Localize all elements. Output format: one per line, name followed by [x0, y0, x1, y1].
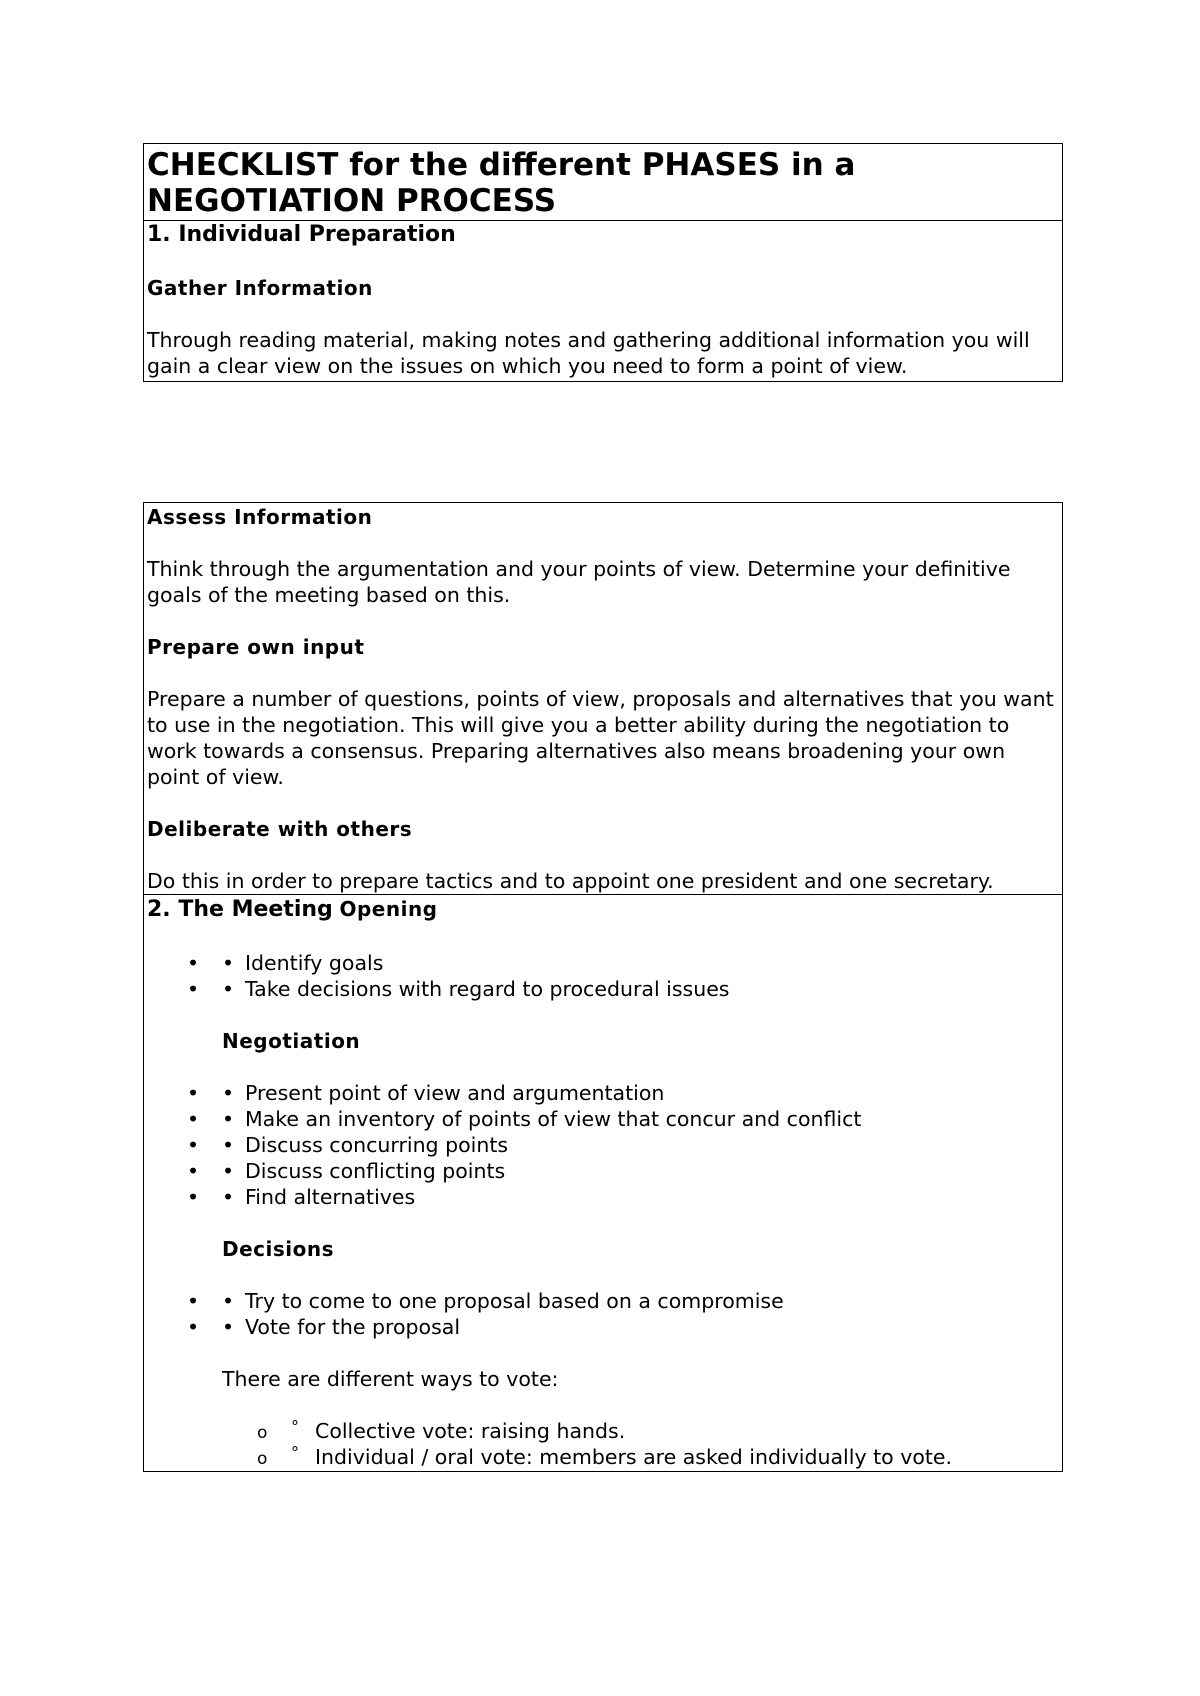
list-item: o ° Individual / oral vote: members are asked individually to vote. [257, 1443, 953, 1469]
checklist-intro-table [143, 143, 1063, 382]
individual-preparation-cell [144, 220, 1062, 381]
negotiation-heading: Negotiation [222, 1029, 361, 1053]
deliberate-heading: Deliberate with others [147, 817, 413, 841]
list-item: • • Find alternatives [187, 1185, 416, 1209]
prepare-input-heading: Prepare own input [147, 635, 365, 659]
gather-information-heading: Gather Information [147, 276, 373, 300]
list-item: • • Discuss concurring points [187, 1133, 509, 1157]
section-2-heading: 2. The Meeting [147, 897, 333, 922]
assess-information-heading: Assess Information [147, 505, 373, 529]
assess-prepare-cell [144, 503, 1062, 894]
vote-intro-text: There are different ways to vote: [222, 1367, 559, 1391]
list-item: • • Try to come to one proposal based on a compromise [187, 1289, 784, 1313]
list-item: o ° Collective vote: raising hands. [257, 1417, 626, 1443]
title-cell [144, 144, 1062, 220]
document-title: CHECKLIST for the different PHASES in a NEGOTIATION PROCESS [147, 147, 856, 219]
opening-heading: Opening [339, 897, 438, 921]
negotiation-list [147, 1080, 1059, 1210]
vote-methods-list [147, 1418, 1059, 1470]
list-item: • • Take decisions with regard to procedural issues [187, 977, 730, 1001]
list-item: • • Present point of view and argumentation [187, 1081, 665, 1105]
decisions-heading: Decisions [222, 1237, 335, 1261]
deliberate-text: Do this in order to prepare tactics and to appoint one president and one secretary. [147, 869, 994, 893]
list-item: • • Identify goals [187, 951, 384, 975]
checklist-main-table [143, 502, 1063, 1472]
decisions-list [147, 1288, 1059, 1340]
list-item: • • Make an inventory of points of view that concur and conflict [187, 1107, 862, 1131]
prepare-input-text: Prepare a number of questions, points of view, proposals and alternatives that you want to use in the negotiation. This will give you a better ability during the negotiation to work towards a consensus. Preparing alternatives also means broadening your own point of view. [147, 687, 1054, 789]
gather-information-text: Through reading material, making notes and gathering additional information you will gain a clear view on the issues on which you need to form a point of view. [147, 328, 1030, 378]
meeting-cell [144, 894, 1062, 1471]
section-1-heading: 1. Individual Preparation [147, 222, 456, 247]
list-item: • • Discuss conflicting points [187, 1159, 506, 1183]
assess-information-text: Think through the argumentation and your points of view. Determine your definitive goals of the meeting based on this. [147, 557, 1011, 607]
list-item: • • Vote for the proposal [187, 1315, 461, 1339]
opening-list [147, 950, 1059, 1002]
